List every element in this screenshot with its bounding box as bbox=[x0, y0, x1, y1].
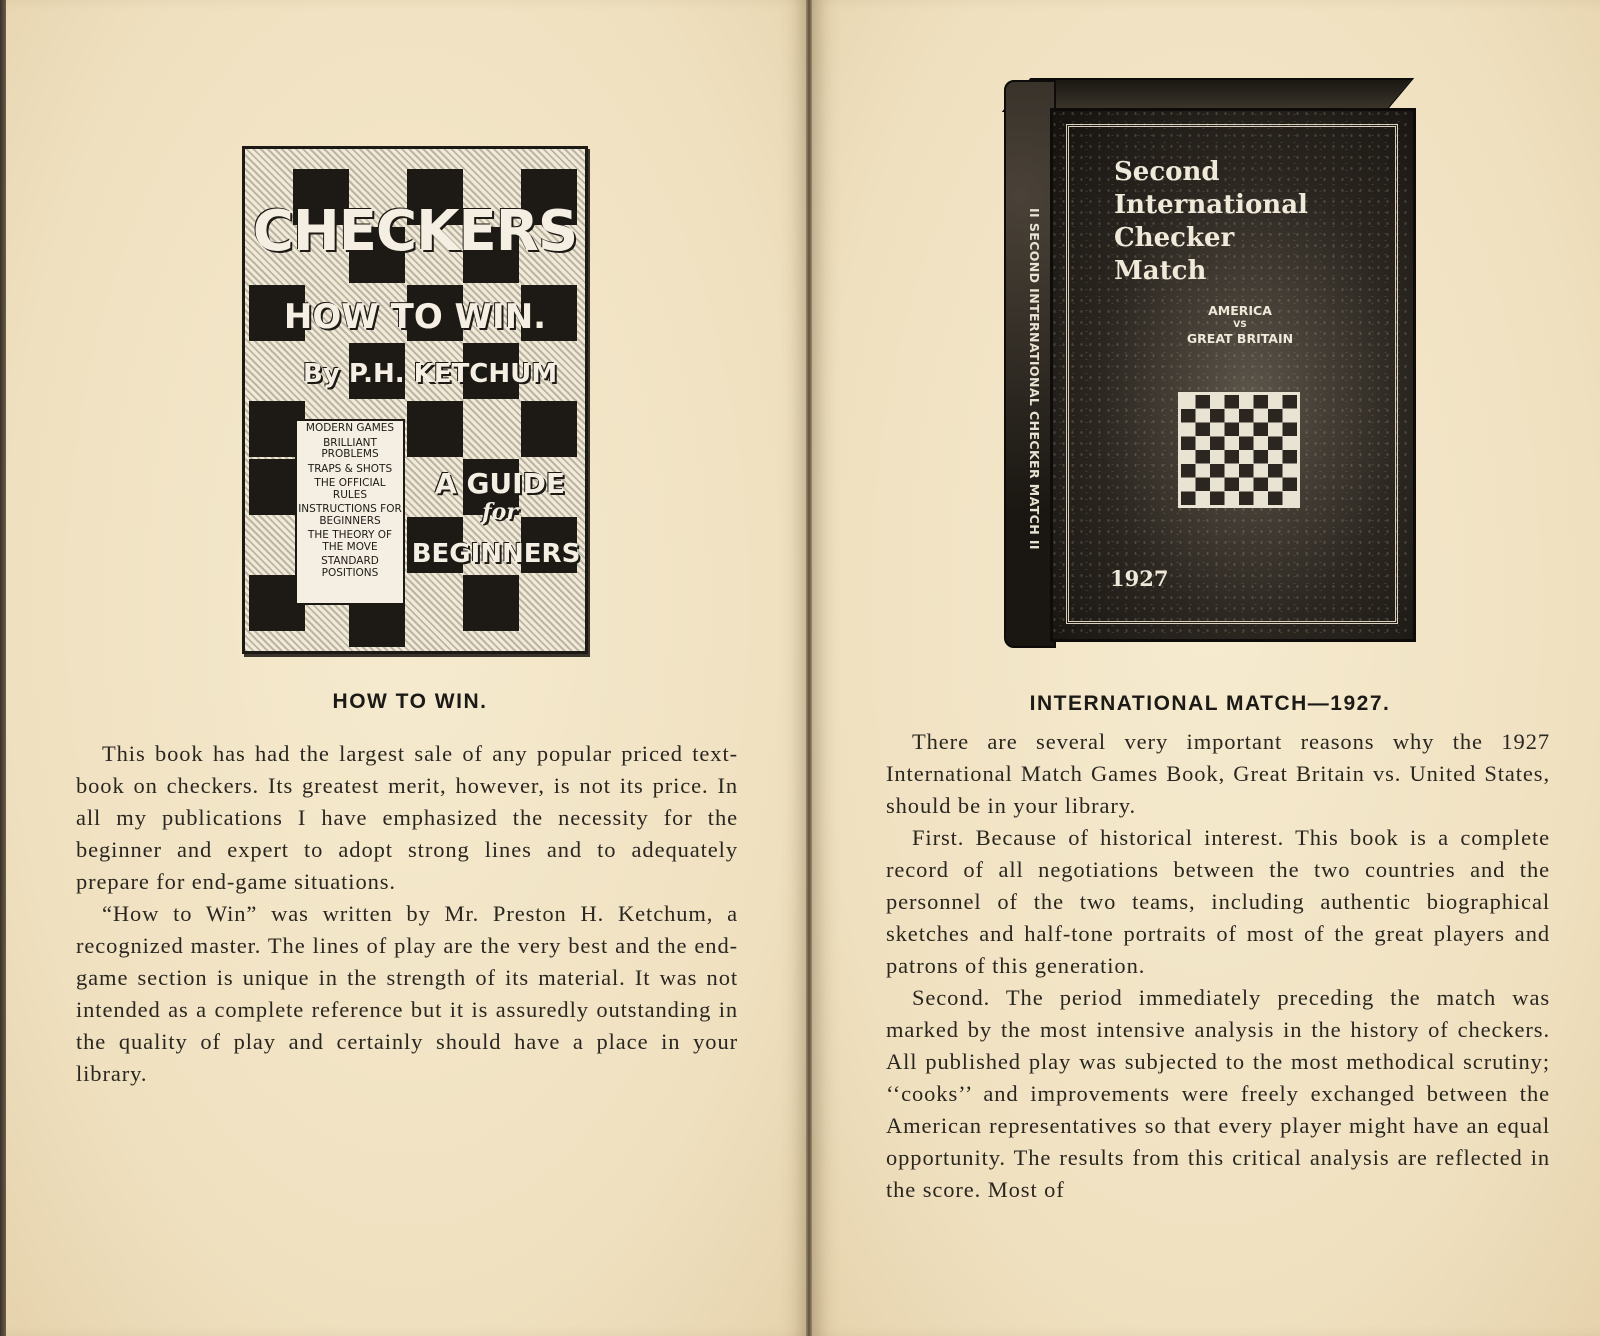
cover-tagline-beginners: BEGINNERS bbox=[411, 539, 581, 569]
paragraph: Second. The period immediately preceding the match was marked by the most intensive analysis in the history of checkers. All published play was subjected to the most methodical scrutiny; ‘‘cooks’’ and improvements were freely exchanged between the American representatives so that every player might have an equal opportunity. The results from this critical analysis are reflected in the score. Most of bbox=[886, 985, 1550, 1202]
board-square bbox=[521, 401, 577, 457]
paragraph: There are several very important reasons why the 1927 International Match Games Book, Great Britain vs. United States, should be in your library. bbox=[886, 729, 1550, 818]
checkerboard-icon bbox=[1178, 392, 1300, 508]
contents-item: TRAPS & SHOTS bbox=[307, 462, 393, 475]
right-caption: INTERNATIONAL MATCH—1927. bbox=[1029, 692, 1391, 715]
team-great-britain: GREAT BRITAIN bbox=[1186, 331, 1294, 346]
contents-item: MODERN GAMES bbox=[305, 422, 395, 434]
contents-item: THE THEORY OF THE MOVE bbox=[307, 529, 393, 553]
paragraph: This book has had the largest sale of any popular priced text-book on checkers. Its greatest merit, however, is not its price. In all my publications I have emphasized the necessity for the beginner and expert to adopt strong lines and to adequately prepare for end-game situations. bbox=[76, 741, 738, 894]
spine-title: II SECOND INTERNATIONAL CHECKER MATCH II bbox=[1027, 208, 1042, 550]
match-cover-subtitle bbox=[1150, 304, 1330, 346]
paragraph: First. Because of historical interest. This book is a complete record of all negotiations between the two countries and the personnel of the two teams, including authentic biographical sketches and half-tone portraits of most of the great players and patrons of this generation. bbox=[886, 825, 1550, 978]
contents-item: STANDARD POSITIONS bbox=[321, 555, 379, 579]
book-top-edge bbox=[1002, 78, 1415, 112]
board-square bbox=[463, 575, 519, 631]
cover-year: 1927 bbox=[1110, 566, 1169, 591]
cover-contents-box bbox=[295, 419, 405, 605]
contents-item: THE OFFICIAL RULES bbox=[314, 477, 386, 501]
match-cover-title bbox=[1114, 156, 1308, 288]
title-line: Match bbox=[1114, 256, 1207, 286]
contents-item: BRILLIANT PROBLEMS bbox=[321, 436, 379, 460]
title-line: International bbox=[1114, 190, 1308, 220]
versus-label: VS bbox=[1233, 320, 1247, 330]
right-body-text bbox=[886, 726, 1550, 1206]
board-square bbox=[407, 401, 463, 457]
checkers-book-cover bbox=[242, 146, 588, 654]
cover-subtitle: HOW TO WIN. bbox=[283, 297, 547, 337]
left-caption: HOW TO WIN. bbox=[332, 690, 488, 713]
cover-author: By P.H. KETCHUM bbox=[303, 359, 558, 389]
cover-tagline-for: for bbox=[482, 499, 518, 525]
team-america: AMERICA bbox=[1208, 303, 1272, 318]
title-line: Second bbox=[1114, 157, 1220, 187]
cover-title: CHECKERS bbox=[252, 199, 578, 264]
title-line: Checker bbox=[1114, 223, 1235, 253]
paragraph: “How to Win” was written by Mr. Preston H. Ketchum, a recognized master. The lines of play are the very best and the end-game section is unique in the strength of its material. It was not intended as a complete reference but it is assuredly outstanding in the quality of play and certainly should have a place in your library. bbox=[76, 901, 738, 1086]
left-body-text bbox=[76, 738, 738, 1090]
cover-tagline: A GUIDE bbox=[435, 467, 565, 500]
contents-item: INSTRUCTIONS FOR BEGINNERS bbox=[298, 503, 402, 527]
